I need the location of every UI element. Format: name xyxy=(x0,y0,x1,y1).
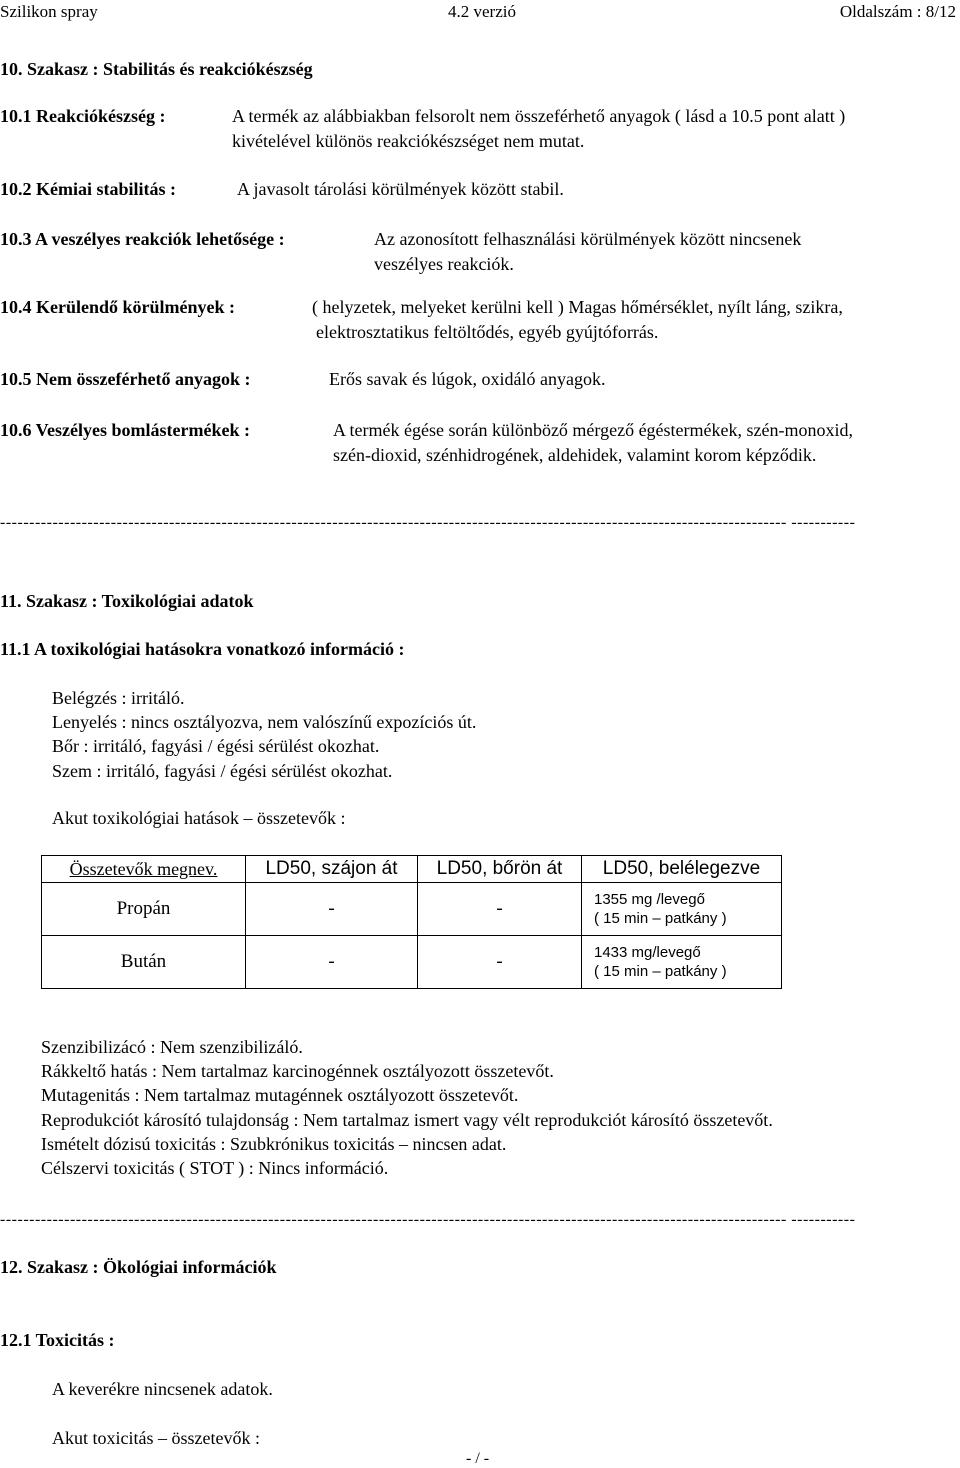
celszervi-line: Célszervi toxicitás ( STOT ) : Nincs információ. xyxy=(41,1158,389,1178)
section-12-title: 12. Szakasz : Ökológiai információk xyxy=(0,1257,277,1277)
header-inhalation: LD50, belélegezve xyxy=(582,856,782,883)
cell-dermal: - xyxy=(418,883,582,936)
s12-1-text: A keverékre nincsenek adatok. xyxy=(52,1379,273,1399)
s10-4-text-line1: ( helyzetek, melyeket kerülni kell ) Magas hőmérséklet, nyílt láng, szikra, xyxy=(312,297,843,317)
separator-line: --------------------------------------------------------------------------------------------------------------------------------------- ----------- xyxy=(0,1212,856,1228)
ismetelt-dozis-line: Ismételt dózisú toxicitás : Szubkrónikus toxicitás – nincsen adat. xyxy=(41,1134,507,1154)
cell-oral: - xyxy=(246,883,418,936)
cell-dermal: - xyxy=(418,936,582,989)
acute-toxicity-components: Akut toxicitás – összetevők : xyxy=(52,1428,260,1448)
s10-2-label: 10.2 Kémiai stabilitás : xyxy=(0,179,176,199)
page-footer: - / - xyxy=(466,1450,490,1467)
cell-inhalation xyxy=(582,936,782,989)
lenyeles-line: Lenyelés : nincs osztályozva, nem valószínű expozíciós út. xyxy=(52,712,477,732)
inhalation-note: ( 15 min – patkány ) xyxy=(594,910,727,927)
header-left: Szilikon spray xyxy=(0,2,98,21)
separator-line: --------------------------------------------------------------------------------------------------------------------------------------- ----------- xyxy=(0,515,856,531)
inhalation-value: 1433 mg/levegő xyxy=(594,943,701,961)
s10-6-text-line1: A termék égése során különböző mérgező égéstermékek, szén-monoxid, xyxy=(333,420,853,440)
header-oral: LD50, szájon át xyxy=(246,856,418,883)
s10-3-text-line1: Az azonosított felhasználási körülmények között nincsenek xyxy=(374,229,802,249)
s10-4-text-line2: elektrosztatikus feltöltődés, egyéb gyújtóforrás. xyxy=(316,322,659,342)
cell-inhalation xyxy=(582,883,782,936)
s10-2-text: A javasolt tárolási körülmények között stabil. xyxy=(237,179,564,199)
s10-1-label: 10.1 Reakciókészség : xyxy=(0,106,166,126)
s11-1-heading: 11.1 A toxikológiai hatásokra vonatkozó információ : xyxy=(0,639,405,659)
table-header-row xyxy=(42,856,782,883)
szem-line: Szem : irritáló, fagyási / égési sérülést okozhat. xyxy=(52,761,393,781)
rakkelto-line: Rákkeltő hatás : Nem tartalmaz karcinogénnek osztályozott összetevőt. xyxy=(41,1061,554,1081)
section-10-title: 10. Szakasz : Stabilitás és reakciókészség xyxy=(0,59,313,79)
table-row xyxy=(42,936,782,989)
cell-name: Propán xyxy=(42,883,246,936)
mutagenitas-line: Mutagenitás : Nem tartalmaz mutagénnek osztályozott összetevőt. xyxy=(41,1085,519,1105)
cell-name: Bután xyxy=(42,936,246,989)
szenzibilizacio-line: Szenzibilizácó : Nem szenzibilizáló. xyxy=(41,1037,303,1057)
inhalation-value: 1355 mg /levegő xyxy=(594,890,705,908)
s10-6-text-line2: szén-dioxid, szénhidrogének, aldehidek, valamint korom képződik. xyxy=(333,445,817,465)
s10-5-text: Erős savak és lúgok, oxidáló anyagok. xyxy=(329,369,606,389)
header-page-number: Oldalszám : 8/12 xyxy=(839,2,956,21)
cell-oral: - xyxy=(246,936,418,989)
s10-1-text-line2: kivételével különös reakciókészséget nem mutat. xyxy=(232,131,585,151)
s10-1-text-line1: A termék az alábbiakban felsorolt nem összeférhető anyagok ( lásd a 10.5 pont alatt ) xyxy=(232,106,846,126)
acute-tox-heading: Akut toxikológiai hatások – összetevők : xyxy=(52,808,346,828)
header-version: 4.2 verzió xyxy=(448,2,516,21)
header-dermal: LD50, bőrön át xyxy=(418,856,582,883)
belegzes-line: Belégzés : irritáló. xyxy=(52,688,185,708)
header-name: Összetevők megnev. xyxy=(42,856,246,883)
acute-toxicity-table xyxy=(41,855,782,989)
table-row xyxy=(42,883,782,936)
section-11-title: 11. Szakasz : Toxikológiai adatok xyxy=(0,591,254,611)
s10-3-label: 10.3 A veszélyes reakciók lehetősége : xyxy=(0,229,285,249)
inhalation-note: ( 15 min – patkány ) xyxy=(594,963,727,980)
s10-3-text-line2: veszélyes reakciók. xyxy=(374,254,514,274)
s10-4-label: 10.4 Kerülendő körülmények : xyxy=(0,297,236,317)
bor-line: Bőr : irritáló, fagyási / égési sérülést okozhat. xyxy=(52,736,380,756)
reprodukcio-line: Reprodukciót károsító tulajdonság : Nem tartalmaz ismert vagy vélt reprodukciót károsító összetevőt. xyxy=(41,1110,773,1130)
s10-5-label: 10.5 Nem összeférhető anyagok : xyxy=(0,369,251,389)
s10-6-label: 10.6 Veszélyes bomlástermékek : xyxy=(0,420,250,440)
s12-1-heading: 12.1 Toxicitás : xyxy=(0,1330,115,1350)
